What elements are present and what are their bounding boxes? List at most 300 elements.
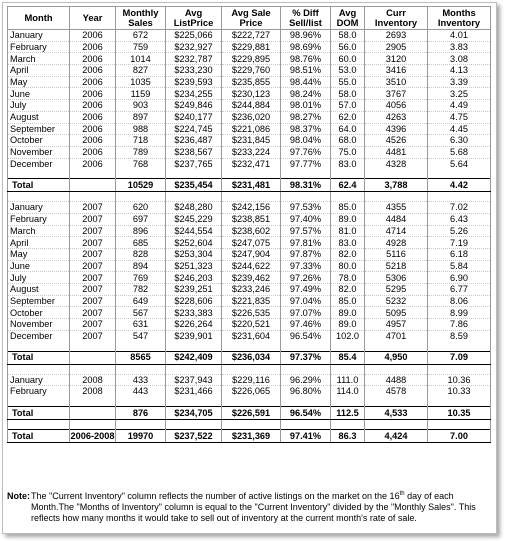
spacer-cell — [166, 397, 222, 407]
spacer-cell — [365, 397, 428, 407]
spacer-cell — [8, 364, 70, 374]
report-sheet — [2, 2, 497, 534]
cell-avg-list-price: $246,203 — [166, 272, 222, 284]
header-row — [8, 7, 491, 30]
cell-avg-sale-price: $239,462 — [222, 272, 281, 284]
cell-avg-sale-price: $242,156 — [222, 202, 281, 214]
cell-monthly-sales: 896 — [116, 225, 166, 237]
cell-curr-inventory: 4488 — [365, 374, 428, 386]
footnote-superscript: th — [399, 491, 405, 497]
cell-pct-diff: 97.04% — [281, 295, 331, 307]
cell-curr-inventory: 3767 — [365, 88, 428, 100]
cell-year: 2007 — [70, 225, 116, 237]
cell-avg-list-price: $224,745 — [166, 123, 222, 135]
cell-avg-list-price: $239,901 — [166, 330, 222, 341]
cell-year: 2006 — [70, 65, 116, 77]
spacer-cell — [331, 169, 365, 179]
spacer-cell — [222, 419, 281, 429]
cell-months-inventory: 4.13 — [428, 65, 491, 77]
spacer-cell — [281, 419, 331, 429]
cell-pct-diff: 97.49% — [281, 284, 331, 296]
cell-avg-list-price: $233,230 — [166, 65, 222, 77]
cell-avg-dom: 68.0 — [331, 135, 365, 147]
cell-monthly-sales: 631 — [116, 319, 166, 331]
cell-avg-list-price: $239,593 — [166, 76, 222, 88]
spacer-cell — [8, 169, 70, 179]
cell-curr-inventory: 5306 — [365, 272, 428, 284]
spacer-cell — [222, 169, 281, 179]
cell-month: October — [8, 135, 70, 147]
cell-avg-dom: 85.0 — [331, 202, 365, 214]
cell-year: 2008 — [70, 374, 116, 386]
cell-avg-sale-price: $229,116 — [222, 374, 281, 386]
cell-monthly-sales: 876 — [116, 406, 166, 419]
cell-avg-list-price: $225,066 — [166, 30, 222, 42]
cell-avg-dom: 78.0 — [331, 272, 365, 284]
cell-months-inventory: 6.43 — [428, 213, 491, 225]
spacer-cell — [428, 342, 491, 352]
cell-curr-inventory: 4526 — [365, 135, 428, 147]
total-row — [8, 351, 491, 364]
cell-month: October — [8, 307, 70, 319]
cell-monthly-sales: 782 — [116, 284, 166, 296]
spacer-cell — [116, 342, 166, 352]
spacer-cell — [8, 342, 70, 352]
spacer-cell — [70, 397, 116, 407]
spacer-cell — [365, 192, 428, 202]
cell-pct-diff: 98.96% — [281, 30, 331, 42]
cell-pct-diff: 98.69% — [281, 41, 331, 53]
table-row — [8, 225, 491, 237]
cell-monthly-sales: 697 — [116, 213, 166, 225]
cell-avg-sale-price: $236,020 — [222, 111, 281, 123]
table-row — [8, 100, 491, 112]
cell-avg-dom: 62.0 — [331, 111, 365, 123]
cell-monthly-sales: 988 — [116, 123, 166, 135]
table-row — [8, 284, 491, 296]
cell-month: February — [8, 386, 70, 397]
cell-months-inventory: 8.06 — [428, 295, 491, 307]
cell-avg-dom: 62.4 — [331, 179, 365, 192]
cell-monthly-sales: 789 — [116, 146, 166, 158]
footnote — [7, 491, 485, 524]
cell-avg-sale-price: $221,086 — [222, 123, 281, 135]
table-row — [8, 88, 491, 100]
cell-pct-diff: 98.76% — [281, 53, 331, 65]
cell-curr-inventory: 4355 — [365, 202, 428, 214]
cell-months-inventory: 8.59 — [428, 330, 491, 341]
spacer-cell — [8, 419, 70, 429]
cell-month: Total — [8, 179, 70, 192]
spacer-cell — [331, 192, 365, 202]
cell-month: January — [8, 30, 70, 42]
cell-avg-sale-price: $229,881 — [222, 41, 281, 53]
spacer-cell — [166, 192, 222, 202]
spacer-cell — [222, 192, 281, 202]
spacer-cell — [116, 419, 166, 429]
cell-year: 2007 — [70, 272, 116, 284]
cell-months-inventory: 4.75 — [428, 111, 491, 123]
cell-curr-inventory: 3416 — [365, 65, 428, 77]
cell-curr-inventory: 4328 — [365, 158, 428, 169]
cell-month: April — [8, 65, 70, 77]
cell-pct-diff: 96.54% — [281, 406, 331, 419]
cell-year: 2006 — [70, 100, 116, 112]
cell-year: 2006 — [70, 158, 116, 169]
cell-monthly-sales: 10529 — [116, 179, 166, 192]
header-months-inventory: Months Inventory — [428, 7, 491, 30]
spacer-cell — [365, 169, 428, 179]
cell-pct-diff: 97.53% — [281, 202, 331, 214]
cell-avg-list-price: $236,487 — [166, 135, 222, 147]
cell-pct-diff: 97.41% — [281, 429, 331, 442]
cell-pct-diff: 98.31% — [281, 179, 331, 192]
cell-month: May — [8, 76, 70, 88]
cell-avg-list-price: $240,177 — [166, 111, 222, 123]
cell-avg-list-price: $244,554 — [166, 225, 222, 237]
header-pct-diff: % Diff Sell/list — [281, 7, 331, 30]
cell-month: Total — [8, 351, 70, 364]
spacer-row — [8, 364, 491, 374]
spacer-cell — [331, 364, 365, 374]
spacer-cell — [70, 342, 116, 352]
cell-avg-sale-price: $231,604 — [222, 330, 281, 341]
cell-month: Total — [8, 429, 70, 442]
cell-curr-inventory: 5095 — [365, 307, 428, 319]
header-month: Month — [8, 7, 70, 30]
spacer-cell — [70, 419, 116, 429]
cell-curr-inventory: 4481 — [365, 146, 428, 158]
cell-year: 2006 — [70, 30, 116, 42]
spacer-cell — [428, 397, 491, 407]
cell-avg-list-price: $248,280 — [166, 202, 222, 214]
cell-pct-diff: 96.29% — [281, 374, 331, 386]
cell-curr-inventory: 4957 — [365, 319, 428, 331]
cell-curr-inventory: 4484 — [365, 213, 428, 225]
cell-avg-list-price: $237,943 — [166, 374, 222, 386]
cell-monthly-sales: 649 — [116, 295, 166, 307]
cell-month: September — [8, 295, 70, 307]
cell-pct-diff: 98.27% — [281, 111, 331, 123]
spacer-cell — [331, 397, 365, 407]
cell-avg-dom: 85.0 — [331, 295, 365, 307]
cell-avg-dom: 56.0 — [331, 41, 365, 53]
spacer-row — [8, 192, 491, 202]
spacer-cell — [428, 169, 491, 179]
cell-curr-inventory: 4578 — [365, 386, 428, 397]
cell-avg-sale-price: $232,471 — [222, 158, 281, 169]
cell-month: February — [8, 213, 70, 225]
table-row — [8, 330, 491, 341]
cell-monthly-sales: 1035 — [116, 76, 166, 88]
cell-avg-dom: 83.0 — [331, 237, 365, 249]
cell-year: 2007 — [70, 319, 116, 331]
cell-curr-inventory: 5116 — [365, 249, 428, 261]
cell-month: Total — [8, 406, 70, 419]
cell-avg-dom: 82.0 — [331, 284, 365, 296]
cell-avg-list-price: $251,323 — [166, 260, 222, 272]
cell-month: August — [8, 284, 70, 296]
cell-avg-dom: 112.5 — [331, 406, 365, 419]
cell-avg-dom: 82.0 — [331, 249, 365, 261]
cell-avg-dom: 58.0 — [331, 30, 365, 42]
cell-monthly-sales: 685 — [116, 237, 166, 249]
cell-curr-inventory: 4,533 — [365, 406, 428, 419]
cell-monthly-sales: 433 — [116, 374, 166, 386]
cell-avg-dom: 111.0 — [331, 374, 365, 386]
cell-avg-sale-price: $231,845 — [222, 135, 281, 147]
cell-curr-inventory: 4714 — [365, 225, 428, 237]
cell-avg-sale-price: $226,535 — [222, 307, 281, 319]
cell-months-inventory: 5.26 — [428, 225, 491, 237]
cell-avg-list-price: $238,567 — [166, 146, 222, 158]
cell-months-inventory: 3.25 — [428, 88, 491, 100]
cell-pct-diff: 98.44% — [281, 76, 331, 88]
cell-avg-sale-price: $244,884 — [222, 100, 281, 112]
cell-year: 2007 — [70, 307, 116, 319]
cell-avg-list-price: $239,251 — [166, 284, 222, 296]
cell-avg-sale-price: $236,034 — [222, 351, 281, 364]
cell-avg-dom: 64.0 — [331, 123, 365, 135]
cell-curr-inventory: 3,788 — [365, 179, 428, 192]
cell-avg-sale-price: $231,481 — [222, 179, 281, 192]
spacer-cell — [281, 342, 331, 352]
cell-curr-inventory: 5295 — [365, 284, 428, 296]
cell-pct-diff: 97.40% — [281, 213, 331, 225]
cell-avg-list-price: $232,787 — [166, 53, 222, 65]
cell-pct-diff: 97.87% — [281, 249, 331, 261]
cell-monthly-sales: 620 — [116, 202, 166, 214]
cell-avg-list-price: $253,304 — [166, 249, 222, 261]
cell-avg-sale-price: $229,895 — [222, 53, 281, 65]
cell-month: September — [8, 123, 70, 135]
spacer-cell — [70, 192, 116, 202]
spacer-cell — [8, 192, 70, 202]
spacer-cell — [70, 364, 116, 374]
table-row — [8, 386, 491, 397]
cell-avg-list-price: $245,229 — [166, 213, 222, 225]
cell-month: August — [8, 111, 70, 123]
cell-pct-diff: 97.76% — [281, 146, 331, 158]
cell-avg-dom: 58.0 — [331, 88, 365, 100]
table-row — [8, 76, 491, 88]
cell-months-inventory: 5.68 — [428, 146, 491, 158]
cell-months-inventory: 4.45 — [428, 123, 491, 135]
header-curr-inventory: Curr Inventory — [365, 7, 428, 30]
spacer-cell — [365, 364, 428, 374]
cell-monthly-sales: 897 — [116, 111, 166, 123]
cell-pct-diff: 97.81% — [281, 237, 331, 249]
spacer-cell — [281, 364, 331, 374]
table-body — [8, 30, 491, 443]
cell-pct-diff: 98.01% — [281, 100, 331, 112]
cell-months-inventory: 6.77 — [428, 284, 491, 296]
cell-month: April — [8, 237, 70, 249]
spacer-cell — [331, 342, 365, 352]
cell-months-inventory: 10.35 — [428, 406, 491, 419]
cell-avg-sale-price: $231,369 — [222, 429, 281, 442]
grand-total-row — [8, 429, 491, 442]
table-row — [8, 319, 491, 331]
table-row — [8, 260, 491, 272]
cell-year: 2008 — [70, 386, 116, 397]
cell-avg-list-price: $233,383 — [166, 307, 222, 319]
cell-avg-sale-price: $247,075 — [222, 237, 281, 249]
cell-avg-list-price: $226,264 — [166, 319, 222, 331]
spacer-cell — [166, 364, 222, 374]
cell-monthly-sales: 827 — [116, 65, 166, 77]
cell-pct-diff: 97.46% — [281, 319, 331, 331]
cell-year — [70, 406, 116, 419]
cell-monthly-sales: 8565 — [116, 351, 166, 364]
header-avg-dom: Avg DOM — [331, 7, 365, 30]
cell-monthly-sales: 828 — [116, 249, 166, 261]
cell-curr-inventory: 5218 — [365, 260, 428, 272]
cell-pct-diff: 97.07% — [281, 307, 331, 319]
table-row — [8, 307, 491, 319]
cell-avg-list-price: $237,522 — [166, 429, 222, 442]
cell-avg-dom: 114.0 — [331, 386, 365, 397]
cell-avg-dom: 83.0 — [331, 158, 365, 169]
cell-avg-list-price: $228,606 — [166, 295, 222, 307]
header-avg-sale-price: Avg Sale Price — [222, 7, 281, 30]
spacer-cell — [8, 397, 70, 407]
cell-avg-sale-price: $226,065 — [222, 386, 281, 397]
cell-avg-sale-price: $226,591 — [222, 406, 281, 419]
cell-year: 2006 — [70, 135, 116, 147]
cell-month: January — [8, 202, 70, 214]
cell-curr-inventory: 4,950 — [365, 351, 428, 364]
cell-year: 2006 — [70, 76, 116, 88]
table-row — [8, 249, 491, 261]
cell-months-inventory: 7.00 — [428, 429, 491, 442]
cell-avg-dom: 57.0 — [331, 100, 365, 112]
cell-month: May — [8, 249, 70, 261]
cell-avg-list-price: $235,454 — [166, 179, 222, 192]
cell-avg-dom: 80.0 — [331, 260, 365, 272]
cell-year: 2006 — [70, 146, 116, 158]
table-row — [8, 237, 491, 249]
cell-avg-sale-price: $233,224 — [222, 146, 281, 158]
cell-avg-sale-price: $235,855 — [222, 76, 281, 88]
cell-months-inventory: 3.83 — [428, 41, 491, 53]
cell-avg-dom: 89.0 — [331, 213, 365, 225]
spacer-cell — [166, 169, 222, 179]
spacer-cell — [428, 419, 491, 429]
cell-monthly-sales: 1159 — [116, 88, 166, 100]
spacer-row — [8, 419, 491, 429]
cell-curr-inventory: 4701 — [365, 330, 428, 341]
cell-pct-diff: 97.57% — [281, 225, 331, 237]
header-monthly-sales: Monthly Sales — [116, 7, 166, 30]
cell-avg-dom: 89.0 — [331, 307, 365, 319]
spacer-cell — [222, 342, 281, 352]
cell-year: 2006 — [70, 88, 116, 100]
cell-avg-dom: 86.3 — [331, 429, 365, 442]
table-row — [8, 41, 491, 53]
table-row — [8, 111, 491, 123]
cell-monthly-sales: 547 — [116, 330, 166, 341]
cell-pct-diff: 98.37% — [281, 123, 331, 135]
cell-months-inventory: 6.18 — [428, 249, 491, 261]
table-row — [8, 146, 491, 158]
footnote-text — [31, 491, 485, 524]
header-year: Year — [70, 7, 116, 30]
cell-avg-sale-price: $230,123 — [222, 88, 281, 100]
cell-avg-dom: 89.0 — [331, 319, 365, 331]
cell-avg-dom: 75.0 — [331, 146, 365, 158]
cell-avg-dom: 85.4 — [331, 351, 365, 364]
cell-curr-inventory: 4,424 — [365, 429, 428, 442]
cell-months-inventory: 4.01 — [428, 30, 491, 42]
cell-avg-dom: 53.0 — [331, 65, 365, 77]
total-row — [8, 406, 491, 419]
footnote-label: Note: — [7, 491, 30, 501]
spacer-cell — [331, 419, 365, 429]
cell-pct-diff: 96.54% — [281, 330, 331, 341]
table-row — [8, 202, 491, 214]
cell-curr-inventory: 4056 — [365, 100, 428, 112]
cell-month: November — [8, 319, 70, 331]
cell-avg-sale-price: $233,246 — [222, 284, 281, 296]
cell-avg-list-price: $242,409 — [166, 351, 222, 364]
spacer-cell — [116, 192, 166, 202]
spacer-row — [8, 397, 491, 407]
spacer-cell — [281, 169, 331, 179]
table-row — [8, 53, 491, 65]
table-row — [8, 123, 491, 135]
cell-months-inventory: 3.39 — [428, 76, 491, 88]
spacer-cell — [281, 397, 331, 407]
cell-avg-list-price: $234,255 — [166, 88, 222, 100]
spacer-cell — [281, 192, 331, 202]
table-row — [8, 30, 491, 42]
cell-months-inventory: 7.09 — [428, 351, 491, 364]
spacer-cell — [222, 397, 281, 407]
cell-months-inventory: 4.49 — [428, 100, 491, 112]
cell-months-inventory: 10.36 — [428, 374, 491, 386]
cell-month: November — [8, 146, 70, 158]
table-row — [8, 374, 491, 386]
footnote-text-part-1: The "Current Inventory" column reflects the number of active listings on the market on the 16 — [31, 491, 400, 501]
cell-avg-sale-price: $229,760 — [222, 65, 281, 77]
cell-pct-diff: 97.26% — [281, 272, 331, 284]
cell-months-inventory: 10.33 — [428, 386, 491, 397]
cell-curr-inventory: 3120 — [365, 53, 428, 65]
cell-pct-diff: 98.51% — [281, 65, 331, 77]
cell-month: March — [8, 225, 70, 237]
spacer-cell — [116, 364, 166, 374]
cell-avg-list-price: $234,705 — [166, 406, 222, 419]
cell-pct-diff: 97.37% — [281, 351, 331, 364]
cell-avg-sale-price: $238,851 — [222, 213, 281, 225]
cell-month: January — [8, 374, 70, 386]
cell-avg-dom: 81.0 — [331, 225, 365, 237]
cell-months-inventory: 7.19 — [428, 237, 491, 249]
cell-avg-list-price: $231,466 — [166, 386, 222, 397]
spacer-cell — [428, 364, 491, 374]
cell-months-inventory: 6.30 — [428, 135, 491, 147]
cell-months-inventory: 8.99 — [428, 307, 491, 319]
spacer-cell — [166, 342, 222, 352]
table-row — [8, 65, 491, 77]
spacer-cell — [365, 419, 428, 429]
spacer-cell — [365, 342, 428, 352]
cell-month: December — [8, 330, 70, 341]
table-row — [8, 272, 491, 284]
cell-avg-sale-price: $222,727 — [222, 30, 281, 42]
cell-pct-diff: 98.04% — [281, 135, 331, 147]
